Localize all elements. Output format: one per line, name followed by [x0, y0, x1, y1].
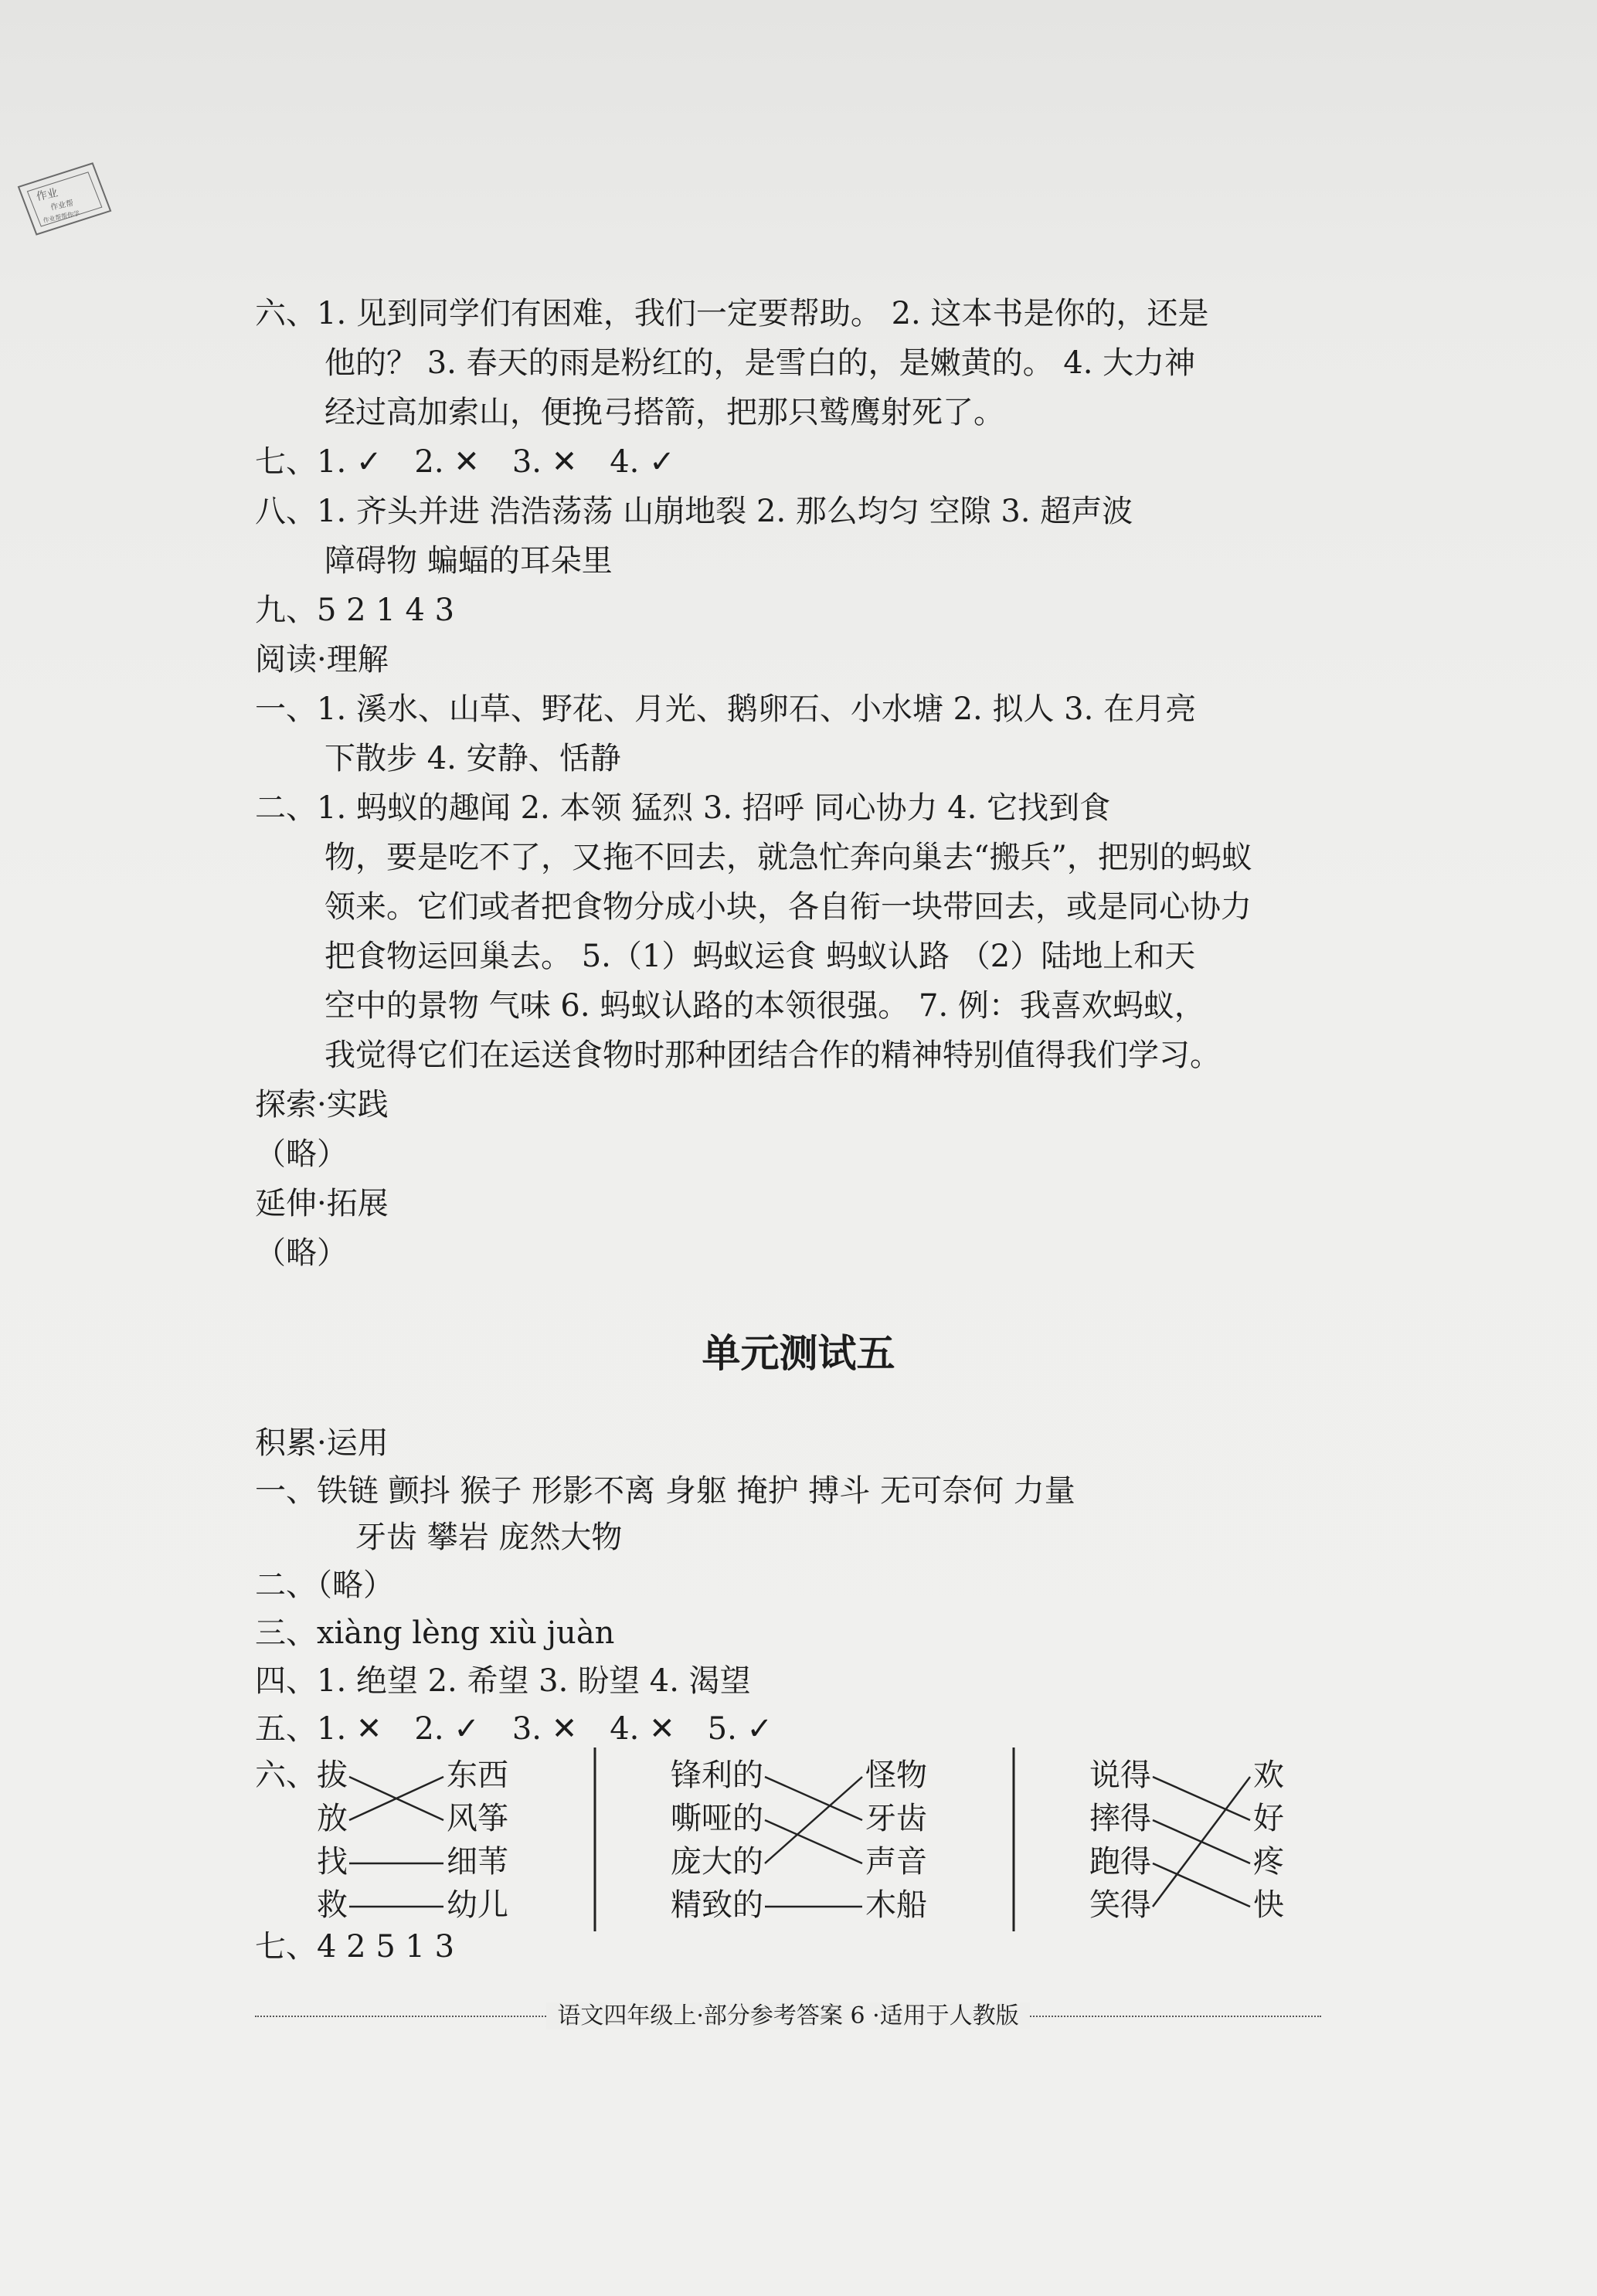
r2-line5: 空中的景物 气味 6. 蚂蚁认路的本领很强。 7. 例：我喜欢蚂蚁，	[324, 988, 1205, 1024]
q9-label: 九、	[255, 593, 317, 628]
match-right-word: 牙齿	[865, 1801, 927, 1836]
p2-q4-label: 四、	[255, 1663, 317, 1699]
match-right-word: 细苇	[447, 1844, 508, 1880]
q6-line2: 他的？ 3. 春天的雨是粉红的，是雪白的，是嫩黄的。 4. 大力神	[324, 345, 1196, 381]
p2-q5-item: 4. ✕	[610, 1711, 675, 1747]
match-connector	[1153, 1863, 1250, 1907]
unit-title: 单元测试五	[702, 1331, 895, 1376]
match-right-word: 怪物	[865, 1758, 927, 1793]
match-right-word: 东西	[447, 1758, 508, 1793]
p2-q1-label: 一、	[255, 1473, 317, 1509]
match-left-word: 说得	[1089, 1758, 1151, 1793]
p2-q5-item: 1. ✕	[317, 1711, 382, 1747]
match-left-word: 拔	[317, 1758, 348, 1793]
match-right-word: 声音	[865, 1844, 927, 1880]
match-left-word: 庞大的	[671, 1844, 763, 1880]
q6-label: 六、	[255, 296, 317, 331]
p2-q7-line	[255, 1925, 454, 1968]
page-footer	[255, 1997, 1321, 2036]
match-left-word: 放	[317, 1801, 348, 1836]
match-left-word: 摔得	[1089, 1801, 1151, 1836]
match-left-word: 精致的	[671, 1887, 763, 1923]
match-right-word: 欢	[1253, 1758, 1284, 1793]
r2-line2: 物，要是吃不了，又拖不回去，就急忙奔向巢去“搬兵”，把别的蚂蚁	[324, 840, 1252, 875]
section-accumulate: 积累·运用	[255, 1425, 389, 1461]
r1-label: 一、	[255, 691, 317, 727]
p2-q4-text: 1. 绝望 2. 希望 3. 盼望 4. 渴望	[317, 1663, 751, 1699]
match-right-word: 好	[1253, 1801, 1284, 1836]
q9-text: 5 2 1 4 3	[317, 593, 455, 628]
match-connector	[765, 1777, 862, 1820]
match-left-word: 找	[317, 1844, 348, 1880]
svg-text:作业帮: 作业帮	[49, 199, 75, 212]
q8-line2: 障碍物 蝙蝠的耳朵里	[324, 543, 613, 579]
q7-item: 4. ✓	[610, 444, 675, 480]
p2-q2-label: 二、	[255, 1567, 317, 1603]
match-connector	[1153, 1777, 1250, 1907]
match-left-word: 跑得	[1089, 1844, 1151, 1880]
p2-q3-label: 三、	[255, 1615, 317, 1651]
match-left-word: 嘶哑的	[671, 1801, 763, 1836]
svg-text:作业帮帮你学: 作业帮帮你学	[42, 209, 80, 225]
r1-line2: 下散步 4. 安静、恬静	[324, 741, 621, 776]
p2-q5-item: 3. ✕	[511, 1711, 578, 1747]
p2-q6-label: 六、	[255, 1758, 317, 1793]
q6-line3: 经过高加索山，便挽弓搭箭，把那只鹫鹰射死了。	[324, 395, 1004, 430]
p2-q3-pinyin: xiàng lèng xiù juàn	[317, 1615, 615, 1651]
r2-line6: 我觉得它们在运送食物时那种团结合作的精神特别值得我们学习。	[324, 1038, 1221, 1073]
match-right-word: 风筝	[447, 1801, 508, 1836]
section-reading: 阅读·理解	[255, 642, 389, 678]
footer-text: 语文四年级上·部分参考答案 6 ·适用于人教版	[546, 2002, 1029, 2029]
r1-text-1: 1. 溪水、山草、野花、月光、鹅卵石、小水塘 2. 拟人 3. 在月亮	[317, 691, 1197, 727]
section-extend: 延伸·拓展	[255, 1186, 389, 1221]
match-connector	[1153, 1777, 1250, 1820]
p2-q5-label: 五、	[255, 1711, 317, 1747]
r2-line4: 把食物运回巢去。 5.（1）蚂蚁运食 蚂蚁认路 （2）陆地上和天	[324, 939, 1196, 974]
q8-text-1: 1. 齐头并进 浩浩荡荡 山崩地裂 2. 那么均匀 空隙 3. 超声波	[317, 494, 1133, 529]
q7-item: 2. ✕	[414, 444, 480, 480]
match-connector	[765, 1820, 862, 1863]
explore-answer: （略）	[255, 1136, 348, 1172]
match-right-word: 疼	[1253, 1844, 1284, 1880]
match-connector	[765, 1777, 862, 1863]
section-explore: 探索·实践	[255, 1087, 389, 1123]
r2-line3: 领来。它们或者把食物分成小块，各自衔一块带回去，或是同心协力	[324, 889, 1252, 925]
q6-text-1: 1. 见到同学们有困难，我们一定要帮助。 2. 这本书是你的，还是	[317, 296, 1209, 331]
extend-answer: （略）	[255, 1235, 348, 1271]
r2-label: 二、	[255, 790, 317, 826]
match-left-word: 锋利的	[671, 1758, 763, 1793]
q8-label: 八、	[255, 494, 317, 529]
q7-label: 七、	[255, 444, 317, 480]
match-right-word: 木船	[865, 1887, 927, 1923]
p2-q5-item: 5. ✓	[707, 1711, 773, 1747]
match-right-word: 快	[1253, 1887, 1284, 1923]
match-left-word: 救	[317, 1887, 348, 1923]
match-left-word: 笑得	[1089, 1887, 1151, 1923]
q7-item: 3. ✕	[511, 444, 578, 480]
r2-text-1: 1. 蚂蚁的趣闻 2. 本领 猛烈 3. 招呼 同心协力 4. 它找到食	[317, 790, 1111, 826]
p2-q1-line2: 牙齿 攀岩 庞然大物	[355, 1520, 623, 1555]
p2-q2-text: （略）	[317, 1567, 394, 1603]
p2-q1-text-1: 铁链 颤抖 猴子 形影不离 身躯 掩护 搏斗 无可奈何 力量	[317, 1473, 1075, 1509]
p2-q7-label: 七、	[255, 1929, 317, 1965]
p2-q5-item: 2. ✓	[414, 1711, 480, 1747]
q7-item: 1. ✓	[317, 444, 382, 480]
match-right-word: 幼儿	[447, 1887, 508, 1923]
footer-text-wrap	[255, 1997, 1321, 2036]
p2-q7-text: 4 2 5 1 3	[317, 1929, 455, 1965]
svg-text:作业: 作业	[35, 186, 59, 204]
